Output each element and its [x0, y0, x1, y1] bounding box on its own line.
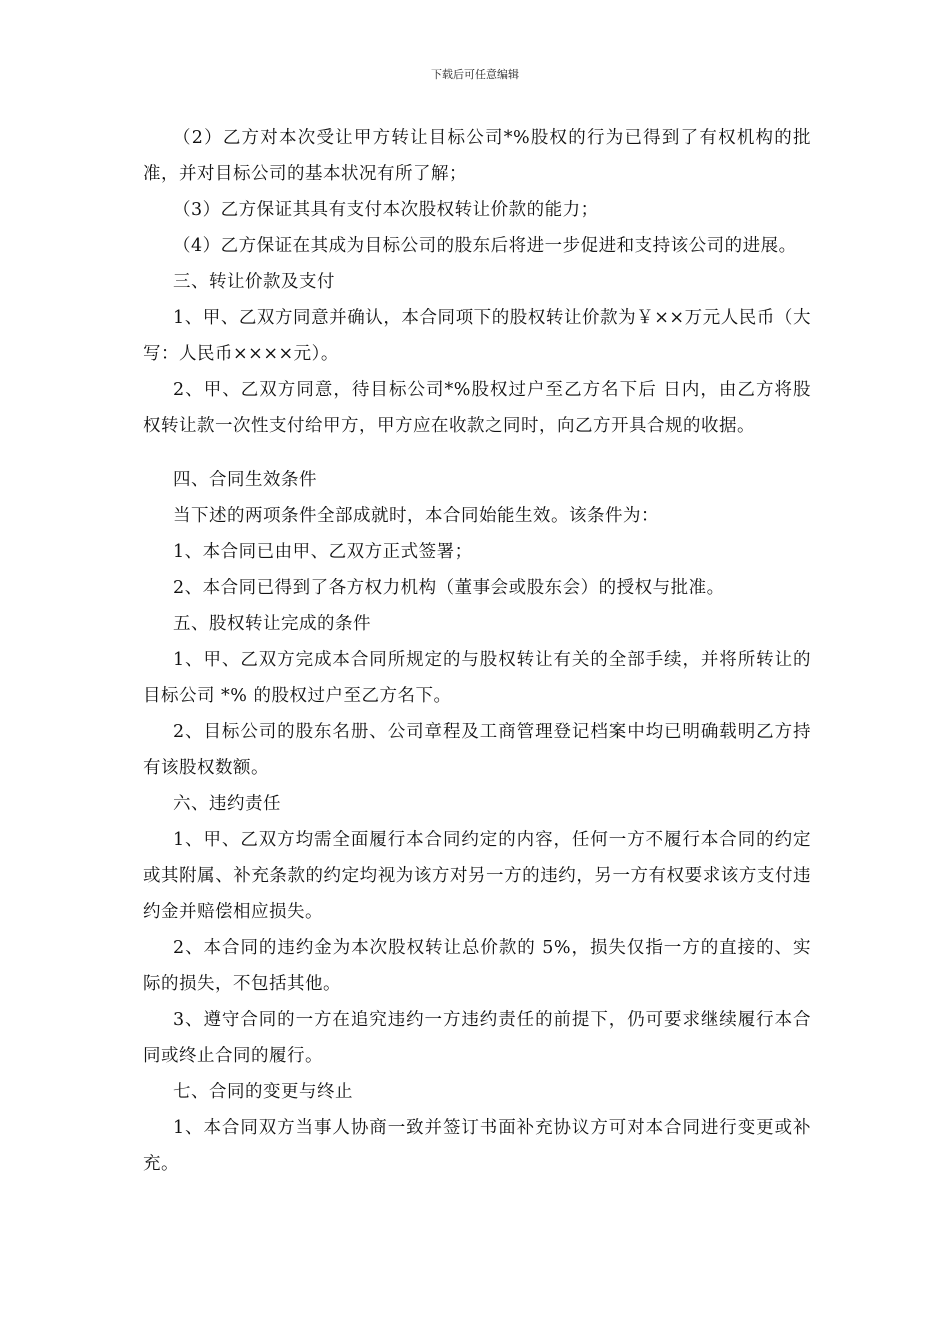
paragraph: 2、本合同已得到了各方权力机构（董事会或股东会）的授权与批准。 — [173, 578, 725, 598]
paragraph: 1、甲、乙双方同意并确认，本合同项下的股权转让价款为￥××万元人民币（大写：人民币××××元）。 — [143, 308, 811, 364]
page-header: 下载后可任意编辑 — [431, 68, 519, 81]
paragraph: 2、目标公司的股东名册、公司章程及工商管理登记档案中均已明确载明乙方持有该股权数额。 — [143, 722, 811, 778]
section-heading: 七、合同的变更与终止 — [173, 1082, 353, 1102]
paragraph: 2、本合同的违约金为本次股权转让总价款的 5%，损失仅指一方的直接的、实际的损失，不包括其他。 — [143, 938, 811, 994]
section-heading: 五、股权转让完成的条件 — [173, 614, 371, 634]
paragraph: 1、本合同双方当事人协商一致并签订书面补充协议方可对本合同进行变更或补充。 — [143, 1118, 811, 1174]
paragraph: （4）乙方保证在其成为目标公司的股东后将进一步促进和支持该公司的进展。 — [173, 236, 797, 256]
paragraph: （2）乙方对本次受让甲方转让目标公司*%股权的行为已得到了有权机构的批准，并对目标公司的基本状况有所了解； — [143, 128, 811, 184]
paragraph: 1、甲、乙双方完成本合同所规定的与股权转让有关的全部手续，并将所转让的目标公司 *% 的股权过户至乙方名下。 — [143, 650, 811, 706]
document-body — [143, 120, 811, 1182]
paragraph: （3）乙方保证其具有支付本次股权转让价款的能力； — [173, 200, 599, 220]
paragraph: 1、本合同已由甲、乙双方正式签署； — [173, 542, 473, 562]
section-heading: 三、转让价款及支付 — [173, 272, 335, 292]
paragraph: 3、遵守合同的一方在追究违约一方违约责任的前提下，仍可要求继续履行本合同或终止合同的履行。 — [143, 1010, 811, 1066]
paragraph: 当下述的两项条件全部成就时，本合同始能生效。该条件为： — [173, 506, 659, 526]
section-heading: 四、合同生效条件 — [173, 470, 317, 490]
paragraph: 2、甲、乙双方同意，待目标公司*%股权过户至乙方名下后 日内，由乙方将股权转让款一次性支付给甲方，甲方应在收款之同时，向乙方开具合规的收据。 — [143, 380, 811, 436]
section-heading: 六、违约责任 — [173, 794, 281, 814]
paragraph: 1、甲、乙双方均需全面履行本合同约定的内容，任何一方不履行本合同的约定或其附属、补充条款的约定均视为该方对另一方的违约，另一方有权要求该方支付违约金并赔偿相应损失。 — [143, 830, 811, 922]
